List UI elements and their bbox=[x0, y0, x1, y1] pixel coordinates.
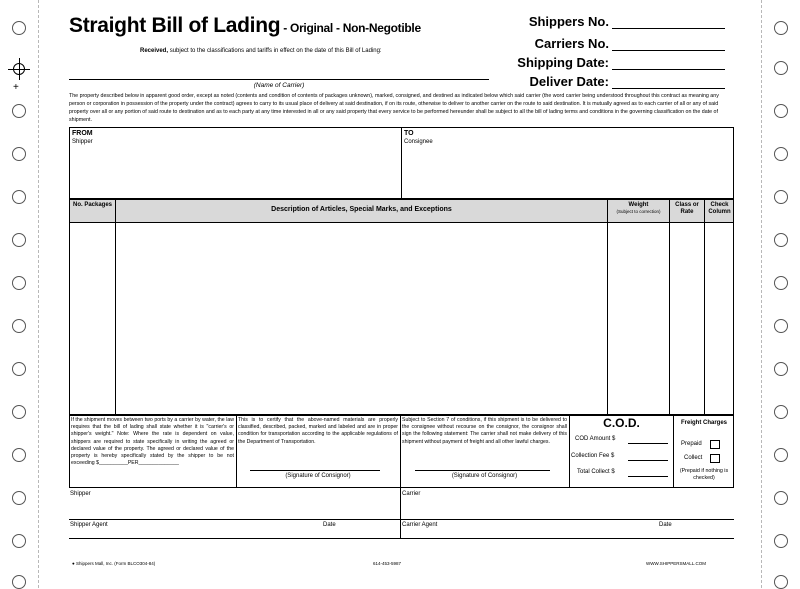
tractor-hole bbox=[12, 147, 26, 161]
footer-company: ● Shippers Mall, Inc. (Form BLCO304-84) bbox=[72, 561, 156, 566]
col-check: Check Column bbox=[708, 202, 731, 215]
shipper-signature-label: Shipper bbox=[70, 491, 91, 497]
from-label: FROM bbox=[72, 130, 93, 137]
tractor-hole bbox=[774, 448, 788, 462]
shipper-date-label: Date bbox=[323, 522, 336, 528]
contract-terms-text: The property described below in apparent good order, except as noted (contents and condition of contents of packages unknown), marked, consigned, and destined as indicated below which said carrier (the word carrier being understood throughout this contract as meaning any person or corporation in possession of the property under the contract) agrees to carry to its usual place of delivery at said destination, if on its route, otherwise to deliver to another carrier on the route to said destination. It is mutually agreed as to each carrier of all or any of said property over all or any portion of said route to destination and as to each party at any time interested in all or any said property that every service to be performed hereunder shall be subject to all the bill of lading terms and conditions in the governing classification on the date of shipment. bbox=[69, 93, 719, 123]
shipper-agent-field[interactable] bbox=[70, 528, 398, 538]
tractor-hole bbox=[12, 233, 26, 247]
tractor-hole bbox=[774, 190, 788, 204]
consignor-signature-2[interactable]: (Signature of Consignor) bbox=[451, 473, 518, 479]
class-rate-input[interactable] bbox=[670, 223, 704, 414]
collection-fee-field[interactable] bbox=[628, 460, 668, 461]
section7-text: Subject to Section 7 of conditions, if this shipment is to be delivered to the consignee without recourse on the consignor, the consignor shall sign the following statement: The carrier shall not make delivery of this shipment without payment of freight and all other lawful charges. bbox=[402, 417, 567, 445]
weight-input[interactable] bbox=[608, 223, 669, 414]
tractor-hole bbox=[12, 534, 26, 548]
shipper-agent-label: Shipper Agent bbox=[70, 522, 108, 528]
tractor-hole bbox=[774, 21, 788, 35]
collection-fee-label: Collection Fee $ bbox=[571, 453, 615, 459]
plus-icon: + bbox=[13, 82, 19, 93]
prepaid-note: (Prepaid if nothing is checked) bbox=[679, 468, 729, 481]
document-title: Straight Bill of Lading - Original - Non-Negotible bbox=[69, 14, 421, 37]
tractor-hole bbox=[774, 233, 788, 247]
deliver-date-field[interactable]: Deliver Date: bbox=[530, 74, 725, 89]
tractor-hole bbox=[12, 491, 26, 505]
tractor-hole bbox=[12, 276, 26, 290]
to-label: TO bbox=[404, 130, 414, 137]
cod-amount-field[interactable] bbox=[628, 443, 668, 444]
total-collect-field[interactable] bbox=[628, 476, 668, 477]
carrier-name-caption: (Name of Carrier) bbox=[253, 82, 305, 89]
freight-charges-title: Freight Charges bbox=[680, 420, 727, 426]
tractor-hole bbox=[774, 61, 788, 75]
tractor-hole bbox=[12, 319, 26, 333]
cod-amount-label: COD Amount $ bbox=[575, 436, 616, 442]
footer-website: WWW.SHIPPERSMALL.COM bbox=[646, 561, 707, 566]
shipper-signature-field[interactable] bbox=[70, 498, 398, 518]
consignee-label: Consignee bbox=[404, 139, 433, 145]
certify-text: This is to certify that the above-named materials are properly classified, described, packed, marked and labeled and are in proper condition for transportation according to the applicable regulations of the Department of Transportation. bbox=[238, 417, 398, 445]
consignor-signature-1[interactable]: (Signature of Consignor) bbox=[285, 473, 351, 479]
document-subtitle: - Original - Non-Negotible bbox=[280, 21, 421, 35]
tractor-hole bbox=[774, 491, 788, 505]
collect-checkbox[interactable] bbox=[710, 454, 720, 463]
tractor-hole bbox=[774, 319, 788, 333]
tractor-hole bbox=[774, 405, 788, 419]
col-no-packages: No. Packages bbox=[72, 202, 113, 208]
carrier-signature-field[interactable] bbox=[402, 498, 732, 518]
collect-label: Collect bbox=[684, 455, 703, 461]
packages-input[interactable] bbox=[70, 223, 115, 414]
consignee-input-area[interactable] bbox=[404, 147, 730, 197]
right-tractor-strip bbox=[761, 0, 800, 588]
col-description: Description of Articles, Special Marks, and Exceptions bbox=[271, 206, 452, 213]
shipper-input-area[interactable] bbox=[72, 147, 398, 197]
col-class-rate: Class or Rate bbox=[675, 202, 699, 215]
cod-title: C.O.D. bbox=[603, 416, 640, 430]
tractor-hole bbox=[12, 575, 26, 589]
carrier-date-label: Date bbox=[659, 522, 672, 528]
carrier-agent-field[interactable] bbox=[402, 528, 732, 538]
left-tractor-strip bbox=[0, 0, 39, 588]
prepaid-checkbox[interactable] bbox=[710, 440, 720, 449]
tractor-hole bbox=[12, 190, 26, 204]
tractor-hole bbox=[12, 21, 26, 35]
carrier-agent-label: Carrier Agent bbox=[402, 522, 438, 528]
carriers-no-field[interactable]: Carriers No. bbox=[535, 36, 725, 51]
tractor-hole bbox=[774, 534, 788, 548]
tractor-hole bbox=[774, 362, 788, 376]
total-collect-label: Total Collect $ bbox=[577, 469, 615, 475]
tractor-hole bbox=[774, 147, 788, 161]
shipping-date-field[interactable]: Shipping Date: bbox=[517, 55, 725, 70]
tractor-hole bbox=[774, 575, 788, 589]
registration-mark-icon bbox=[8, 58, 30, 80]
description-input[interactable] bbox=[116, 223, 607, 414]
shipper-label: Shipper bbox=[72, 139, 93, 145]
check-input[interactable] bbox=[705, 223, 733, 414]
tractor-hole bbox=[12, 448, 26, 462]
tractor-hole bbox=[774, 104, 788, 118]
carrier-signature-label: Carrier bbox=[402, 491, 421, 497]
prepaid-label: Prepaid bbox=[681, 441, 702, 447]
col-weight-note: (Subject to correction) bbox=[616, 209, 661, 214]
tractor-hole bbox=[12, 362, 26, 376]
footer-phone: 614-453-5987 bbox=[373, 561, 402, 566]
tractor-hole bbox=[774, 276, 788, 290]
water-carrier-text: If the shipment moves between two ports by a carrier by water, the law requires that the bill of lading shall state whether it is "carrier's or shipper's weight." Note: Where the rate is dependent on value, shippers are required to state specifically in writing the agreed or declared value of the property. The agreed or declared value of the property is hereby specifically stated by the shipper to be not exceeding $__________PER______________ bbox=[71, 417, 234, 467]
col-weight: Weight bbox=[628, 202, 649, 208]
received-statement: Received, subject to the classifications and tariffs in effect on the date of this Bill of Lading: bbox=[140, 48, 382, 54]
shippers-no-field[interactable]: Shippers No. bbox=[529, 14, 725, 29]
tractor-hole bbox=[12, 405, 26, 419]
tractor-hole bbox=[12, 104, 26, 118]
carrier-name-line[interactable] bbox=[69, 79, 489, 80]
